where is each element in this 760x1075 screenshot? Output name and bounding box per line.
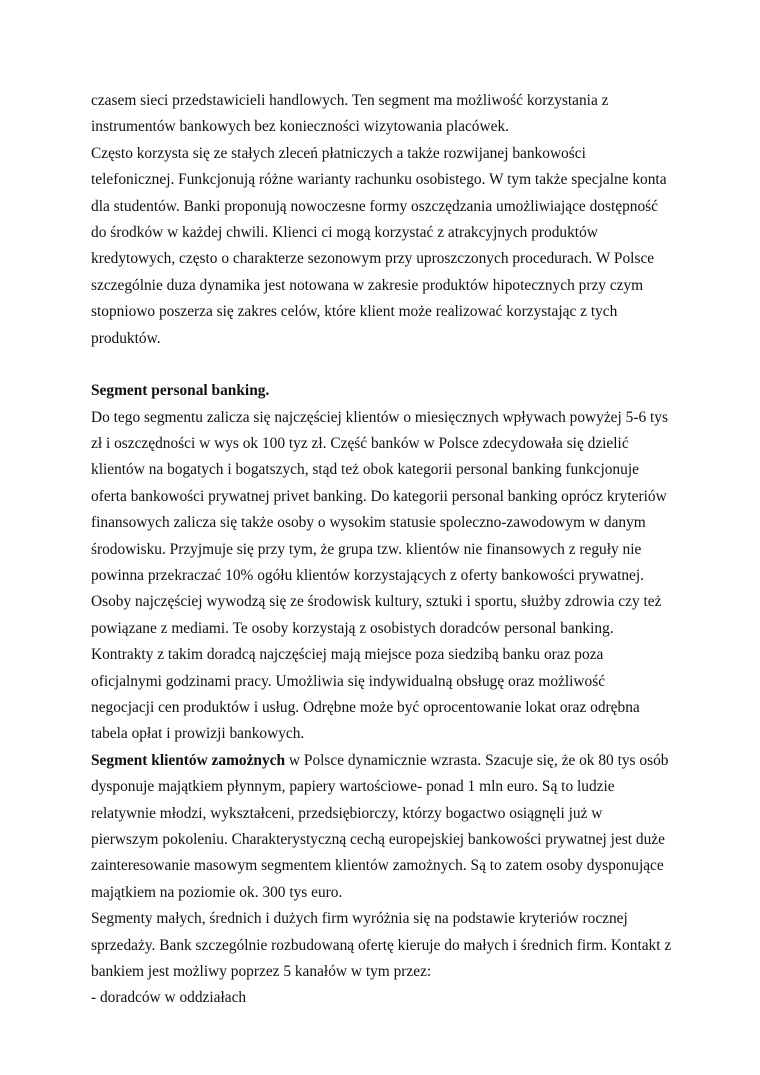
text-line: Osoby najczęściej wywodzą się ze środowisk kultury, sztuki i sportu, służby zdrowia czy też (91, 593, 662, 611)
text-line: stopniowo poszerza się zakres celów, które klient może realizować korzystając z tych (91, 303, 618, 321)
section-personal-banking (91, 378, 691, 747)
text-line: klientów na bogatych i bogatszych, stąd też obok kategorii personal banking funkcjonuje (91, 461, 639, 479)
text-line: negocjacji cen produktów i usług. Odrębne może być oprocentowanie lokat oraz odrębna (91, 698, 640, 716)
section-wealthy-clients (91, 748, 691, 906)
text-line: kredytowych, często o charakterze sezonowym przy uproszczonych procedurach. W Polsce (91, 250, 655, 268)
blank-line (91, 352, 691, 378)
list-item: - doradców w oddziałach (91, 989, 247, 1007)
text-line: czasem sieci przedstawicieli handlowych. Ten segment ma możliwość korzystania z (91, 92, 609, 109)
text-line: Kontrakty z takim doradcą najczęściej mają miejsce poza siedzibą banku oraz poza (91, 646, 604, 664)
text-line: telefonicznej. Funkcjonują różne warianty rachunku osobistego. W tym także specjalne konta (91, 171, 667, 189)
text-line: zł i oszczędności w wys ok 100 tyz zł. Część banków w Polsce zdecydowała się dzielić (91, 435, 629, 453)
text-line: pierwszym pokoleniu. Charakterystyczną cechą europejskiej bankowości prywatnej jest duże (91, 830, 665, 848)
text-line: bankiem jest możliwy poprzez 5 kanałów w tym przez: (91, 962, 432, 980)
section-heading-personal-banking: Segment personal banking. (91, 382, 270, 400)
section-firms (91, 906, 691, 1012)
text-line: finansowych zalicza się także osoby o wysokim statusie spoleczno-zawodowym w danym (91, 514, 646, 532)
text-line: środowisku. Przyjmuje się przy tym, że grupa tzw. klientów nie finansowych z reguły nie (91, 540, 642, 558)
text-line: instrumentów bankowych bez konieczności wizytowania placówek. (91, 118, 509, 136)
paragraph-retail-services (91, 141, 691, 352)
text-line: do środków w każdej chwili. Klienci ci mogą korzystać z atrakcyjnych produktów (91, 223, 598, 241)
text-line: Segmenty małych, średnich i dużych firm wyróżnia się na podstawie kryteriów rocznej (91, 910, 628, 928)
text-line: Do tego segmentu zalicza się najczęściej klientów o miesięcznych wpływach powyżej 5-6 tys (91, 408, 668, 426)
section-heading-wealthy-clients: Segment klientów zamożnych (91, 751, 286, 769)
text-line: szczególnie duza dynamika jest notowana w zakresie produktów hipotecznych przy czym (91, 276, 644, 294)
text-line: produktów. (91, 329, 161, 347)
text-line (91, 748, 691, 774)
text-line: oficjalnymi godzinami pracy. Umożliwia się indywidualną obsługę oraz możliwość (91, 672, 606, 690)
text-line: dla studentów. Banki proponują nowoczesne formy oszczędzania umożliwiające dostępność (91, 197, 658, 215)
text-line: zainteresowanie masowym segmentem klientów zamożnych. Są to zatem osoby dysponujące (91, 857, 664, 875)
document-body (91, 88, 691, 1012)
text-line: powiązane z mediami. Te osoby korzystają z osobistych doradców personal banking. (91, 619, 614, 637)
paragraph-continuation (91, 88, 691, 141)
text-line: tabela opłat i prowizji bankowych. (91, 725, 305, 743)
text-line: dysponuje majątkiem płynnym, papiery wartościowe- ponad 1 mln euro. Są to ludzie (91, 778, 615, 796)
text-line: oferta bankowości prywatnej privet banking. Do kategorii personal banking oprócz kryteriów (91, 487, 667, 505)
text-line: relatywnie młodzi, wykształceni, przedsiębiorczy, którzy bogactwo osiągnęli już w (91, 804, 603, 822)
text-line: majątkiem na poziomie ok. 300 tys euro. (91, 883, 343, 901)
text-line: sprzedaży. Bank szczególnie rozbudowaną ofertę kieruje do małych i średnich firm. Kontakt z (91, 936, 672, 954)
text-line: Często korzysta się ze stałych zleceń płatniczych a także rozwijanej bankowości (91, 144, 586, 162)
text-line: powinna przekraczać 10% ogółu klientów korzystających z oferty bankowości prywatnej. (91, 567, 645, 585)
inline-text: w Polsce dynamicznie wzrasta. Szacuje się, że ok 80 tys osób (285, 751, 669, 769)
